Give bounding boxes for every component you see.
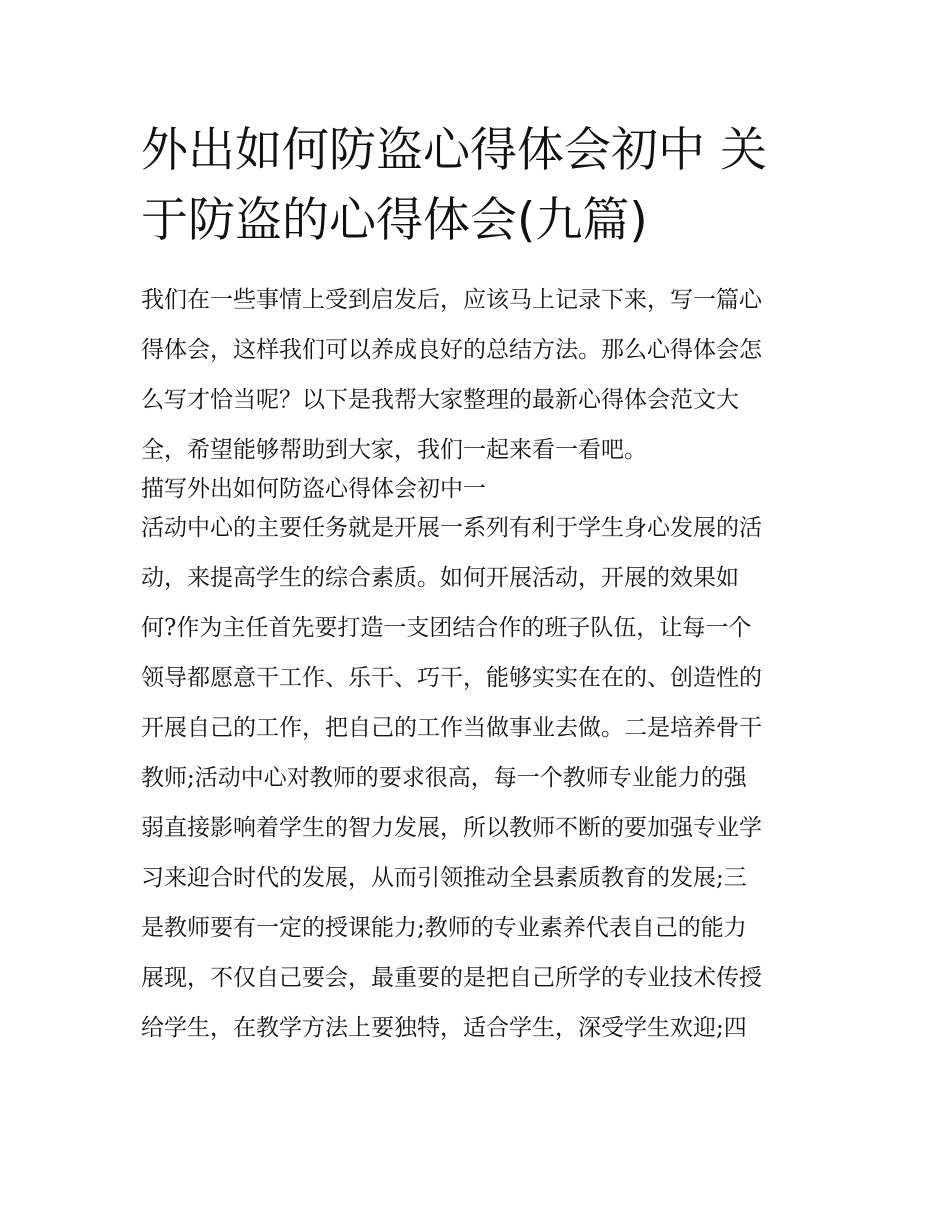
section-paragraph bbox=[141, 511, 821, 1045]
section-line: 习来迎合时代的发展，从而引领推动全县素质教育的发展;三 bbox=[141, 865, 747, 891]
section-heading: 描写外出如何防盗心得体会初中一 bbox=[141, 476, 486, 502]
section-line: 是教师要有一定的授课能力;教师的专业素养代表自己的能力 bbox=[141, 915, 747, 941]
intro-line: 全，希望能够帮助到大家，我们一起来看一看吧。 bbox=[141, 437, 647, 463]
section-line: 教师;活动中心对教师的要求很高，每一个教师专业能力的强 bbox=[141, 765, 747, 791]
section-line: 给学生，在教学方法上要独特，适合学生，深受学生欢迎;四 bbox=[141, 1015, 747, 1041]
document-title bbox=[141, 116, 821, 256]
section-line: 开展自己的工作，把自己的工作当做事业去做。二是培养骨干 bbox=[141, 715, 762, 741]
section-line: 何?作为主任首先要打造一支团结合作的班子队伍，让每一个 bbox=[141, 615, 752, 641]
intro-paragraph bbox=[141, 283, 821, 467]
section-line: 动，来提高学生的综合素质。如何开展活动，开展的效果如 bbox=[141, 565, 739, 591]
section-line: 领导都愿意干工作、乐干、巧干，能够实实在在的、创造性的 bbox=[141, 665, 762, 691]
section-line: 活动中心的主要任务就是开展一系列有利于学生身心发展的活 bbox=[141, 515, 762, 541]
intro-line: 么写才恰当呢？以下是我帮大家整理的最新心得体会范文大 bbox=[141, 387, 739, 413]
title-line: 外出如何防盗心得体会初中 关 bbox=[141, 123, 767, 178]
section-line: 弱直接影响着学生的智力发展，所以教师不断的要加强专业学 bbox=[141, 815, 762, 841]
intro-line: 我们在一些事情上受到启发后，应该马上记录下来，写一篇心 bbox=[141, 287, 762, 313]
section-line: 展现，不仅自己要会，最重要的是把自己所学的专业技术传授 bbox=[141, 965, 762, 991]
intro-line: 得体会，这样我们可以养成良好的总结方法。那么心得体会怎 bbox=[141, 337, 762, 363]
title-line: 于防盗的心得体会(九篇) bbox=[141, 193, 648, 248]
document-body bbox=[141, 283, 821, 1045]
